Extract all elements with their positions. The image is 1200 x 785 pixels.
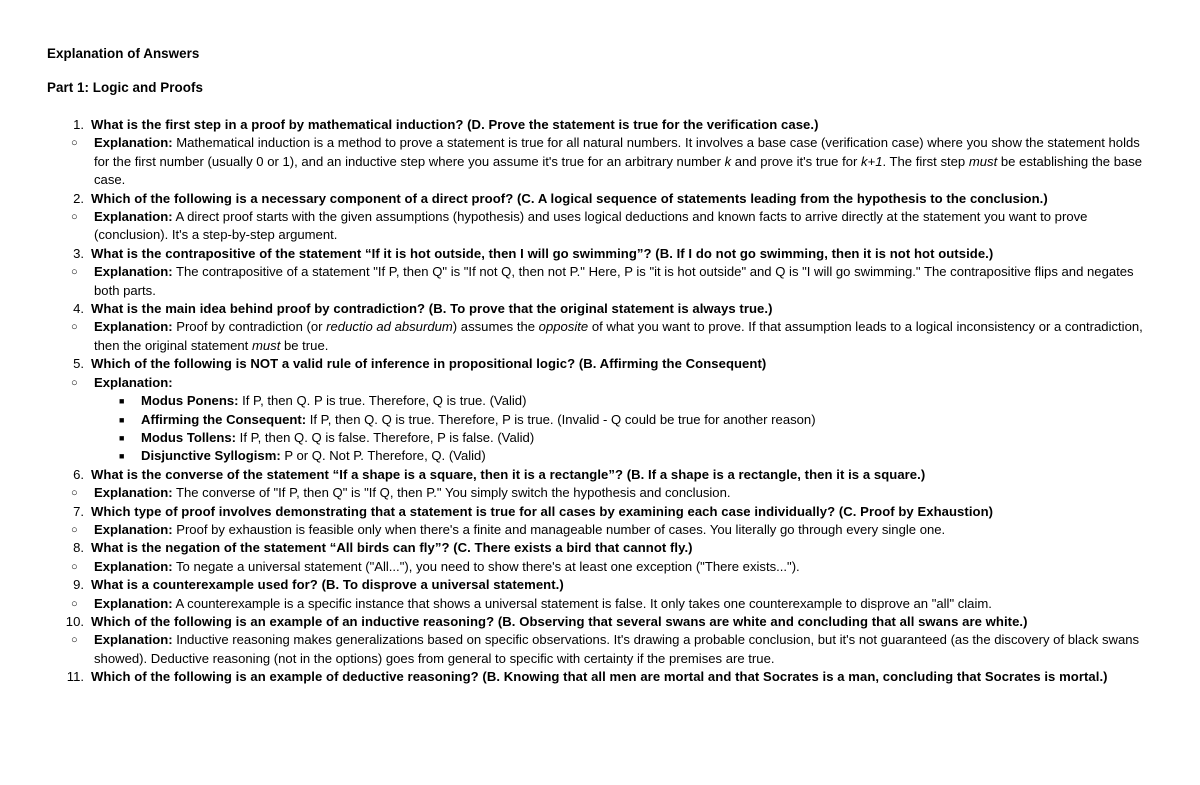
square-bullet-icon: ■ [119, 396, 125, 407]
explanation-text: The converse of "If P, then Q" is "If Q, then P." You simply switch the hypothesis and conclusion. [172, 485, 731, 501]
question-number: 1. [73, 117, 84, 132]
explanation-label: Explanation: [94, 264, 173, 280]
square-bullet-icon: ■ [119, 432, 125, 443]
explanation-emphasis: k [724, 153, 732, 169]
question-text: Which type of proof involves demonstrating that a statement is true for all cases by examining each case individually? (C. Proof by Exhaustion) [91, 503, 994, 519]
explanation-text: A direct proof starts with the given assumptions (hypothesis) and uses logical deductions and known facts to arrive directly at the statement you want to prove (conclusion). It's a step-by-step argument. [94, 209, 1088, 243]
question-item [47, 190, 1157, 208]
explanation-text: and prove it's true for [731, 153, 861, 169]
explanation-label: Explanation: [94, 374, 173, 390]
question-number: 2. [73, 190, 84, 206]
explanation-text: Inductive reasoning makes generalizations based on specific observations. It's drawing a probable conclusion, but it's not guaranteed (as the discovery of black swans showed). Deductive reasoning (not in the options) goes from general to specific with certainty if the premises are true. [94, 632, 1140, 666]
rule-text: P or Q. Not P. Therefore, Q. (Valid) [280, 448, 486, 464]
explanation-label: Explanation: [94, 485, 173, 501]
explanation [47, 208, 1157, 245]
explanation-text: To negate a universal statement ("All..."), you need to show there's at least one exception ("There exists..."). [172, 558, 800, 574]
question-item [47, 539, 1157, 557]
hollow-bullet-icon: ○ [71, 376, 78, 389]
rule-item [47, 411, 1157, 429]
explanation [47, 631, 1157, 668]
question-text: Which of the following is a necessary component of a direct proof? (C. A logical sequence of statements leading from the hypothesis to the conclusion.) [91, 190, 1048, 206]
question-text: Which of the following is an example of an inductive reasoning? (B. Observing that several swans are white and concluding that all swans are white.) [91, 613, 1028, 629]
explanation-emphasis: must [251, 337, 281, 353]
explanation [47, 374, 1157, 392]
rule-name: Modus Tollens: [141, 429, 237, 445]
explanation-label: Explanation: [94, 319, 173, 335]
question-number: 6. [73, 466, 84, 482]
hollow-bullet-icon: ○ [71, 634, 78, 647]
rule-item [47, 392, 1157, 410]
question-text: What is the main idea behind proof by contradiction? (B. To prove that the original statement is always true.) [91, 301, 773, 317]
square-bullet-icon: ■ [119, 414, 125, 425]
explanation-emphasis: must [968, 153, 998, 169]
hollow-bullet-icon: ○ [71, 137, 78, 150]
explanation-label: Explanation: [94, 521, 173, 537]
explanation [47, 318, 1157, 355]
explanation-text: Proof by exhaustion is feasible only when there's a finite and manageable number of cases. You literally go through every single one. [172, 521, 946, 537]
question-list [47, 116, 1157, 687]
explanation [47, 521, 1157, 539]
explanation-label: Explanation: [94, 209, 173, 225]
question-text: What is the contrapositive of the statement “If it is hot outside, then I will go swimming”? (B. If I do not go swimming, then it is not hot outside.) [91, 245, 994, 261]
explanation-text: The contrapositive of a statement "If P, then Q" is "If not Q, then not P." Here, P is "it is hot outside" and Q is "I will go swimming." The contrapositive flips and negates both parts. [94, 264, 1134, 298]
question-text: What is a counterexample used for? (B. To disprove a universal statement.) [91, 577, 564, 593]
explanation [47, 595, 1157, 613]
question-number: 11. [66, 669, 84, 685]
rule-name: Affirming the Consequent: [141, 411, 307, 427]
question-item [47, 503, 1157, 521]
hollow-bullet-icon: ○ [71, 597, 78, 610]
explanation-emphasis: reductio ad absurdum [326, 319, 453, 335]
explanation-label: Explanation: [94, 632, 173, 648]
hollow-bullet-icon: ○ [71, 487, 78, 500]
hollow-bullet-icon: ○ [71, 523, 78, 536]
explanation-text: of what you want to prove. If that assumption leads to a logical inconsistency or a contradiction, then the original statement [94, 319, 1143, 353]
explanation-label: Explanation: [94, 135, 173, 151]
hollow-bullet-icon: ○ [71, 211, 78, 224]
question-item [47, 355, 1157, 373]
rule-item [47, 447, 1157, 465]
explanation-text: Proof by contradiction (or [172, 319, 327, 335]
question-item [47, 668, 1157, 686]
rule-item [47, 429, 1157, 447]
hollow-bullet-icon: ○ [71, 321, 78, 334]
explanation-emphasis: k+1 [861, 153, 883, 169]
explanation-text: Mathematical induction is a method to prove a statement is true for all natural numbers. It involves a base case (verification case) where you show the statement holds for the first number (usually 0 or 1), and an inductive step where you assume it's true for an arbitrary number [94, 135, 1140, 169]
rule-name: Disjunctive Syllogism: [141, 448, 281, 464]
explanation [47, 484, 1157, 502]
question-text: Which of the following is NOT a valid rule of inference in propositional logic? (B. Affirming the Consequent) [91, 356, 767, 372]
question-number: 5. [73, 356, 84, 372]
question-item [47, 300, 1157, 318]
question-number: 8. [73, 540, 84, 556]
question-text: What is the converse of the statement “If a shape is a square, then it is a rectangle”? (B. If a shape is a rectangle, then it is a square.) [91, 466, 926, 482]
question-item [47, 576, 1157, 594]
hollow-bullet-icon: ○ [71, 560, 78, 573]
explanation-text: be establishing the base case. [94, 153, 1143, 188]
explanation-text: ) assumes the [452, 319, 539, 335]
question-text: What is the first step in a proof by mathematical induction? (D. Prove the statement is true for the verification case.) [91, 117, 819, 132]
question-number: 7. [73, 503, 84, 519]
square-bullet-icon: ■ [119, 451, 125, 462]
question-item [47, 245, 1157, 263]
explanation-text: be true. [280, 337, 329, 353]
explanation [47, 263, 1157, 300]
explanation [47, 134, 1157, 189]
question-item [47, 613, 1157, 631]
explanation [47, 558, 1157, 576]
question-item [47, 466, 1157, 484]
document-heading: Explanation of Answers [47, 46, 200, 61]
hollow-bullet-icon: ○ [71, 266, 78, 279]
question-number: 4. [73, 301, 84, 317]
question-item [47, 116, 1157, 134]
explanation-text: . The first step [882, 153, 969, 169]
rule-text: If P, then Q. P is true. Therefore, Q is true. (Valid) [238, 393, 527, 409]
explanation-label: Explanation: [94, 558, 173, 574]
rule-text: If P, then Q. Q is false. Therefore, P is false. (Valid) [236, 429, 535, 445]
question-text: Which of the following is an example of deductive reasoning? (B. Knowing that all men are mortal and that Socrates is a man, concluding that Socrates is mortal.) [91, 669, 1108, 685]
question-number: 9. [73, 577, 84, 593]
rule-name: Modus Ponens: [141, 393, 239, 409]
part-title: Part 1: Logic and Proofs [47, 80, 203, 95]
rule-text: If P, then Q. Q is true. Therefore, P is true. (Invalid - Q could be true for another reason) [306, 411, 816, 427]
explanation-label: Explanation: [94, 595, 173, 611]
question-text: What is the negation of the statement “All birds can fly”? (C. There exists a bird that cannot fly.) [91, 540, 693, 556]
explanation-emphasis: opposite [538, 319, 589, 335]
question-number: 3. [73, 245, 84, 261]
question-number: 10. [65, 613, 84, 629]
explanation-text: A counterexample is a specific instance that shows a universal statement is false. It only takes one counterexample to disprove an "all" claim. [172, 595, 992, 611]
